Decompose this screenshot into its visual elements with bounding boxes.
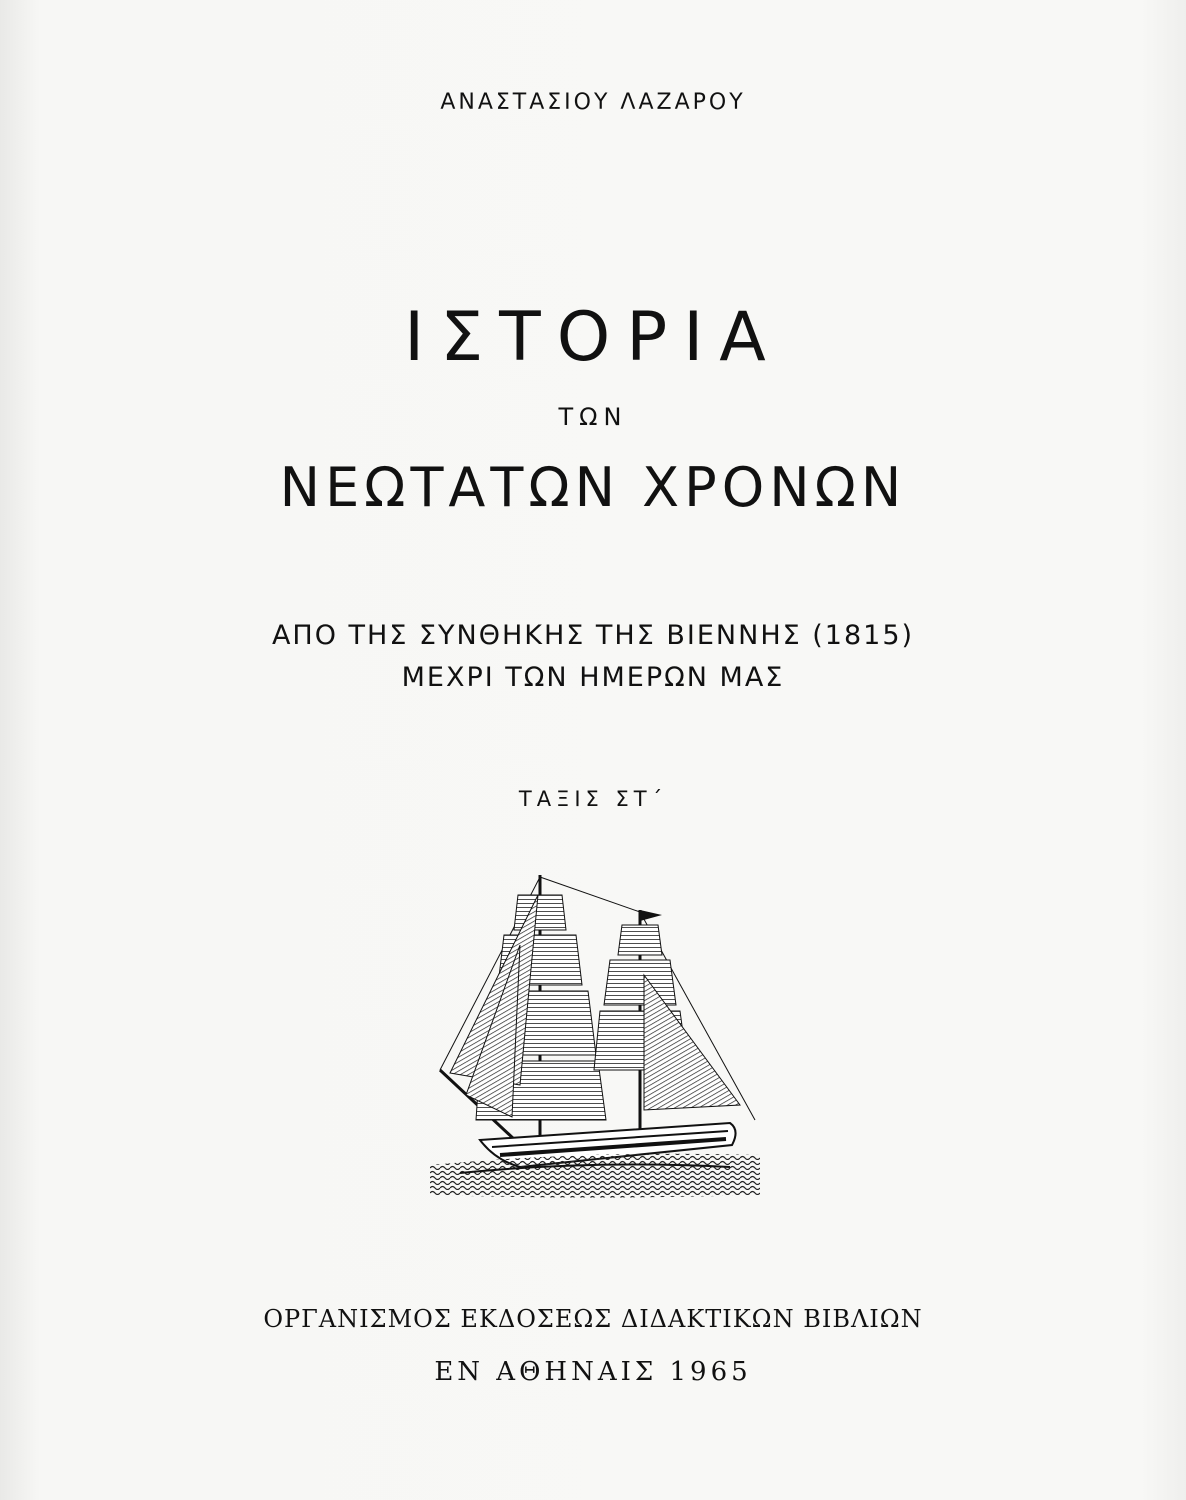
school-grade: ΤΑΞΙΣ ΣΤ΄: [518, 787, 668, 811]
period-end-line: ΜΕΧΡΙ ΤΩΝ ΗΜΕΡΩΝ ΜΑΣ: [401, 662, 785, 693]
title-connector: ΤΩΝ: [558, 403, 628, 431]
publication-place-year: ΕΝ ΑΘΗΝΑΙΣ 1965: [434, 1357, 752, 1387]
book-title: ΙΣΤΟΡΙΑ: [404, 298, 782, 377]
sailing-ship-illustration: [400, 855, 780, 1225]
publisher-name: ΟΡΓΑΝΙΣΜΟΣ ΕΚΔΟΣΕΩΣ ΔΙΔΑΚΤΙΚΩΝ ΒΙΒΛΙΩΝ: [263, 1305, 923, 1333]
book-subtitle: ΝΕΩΤΑΤΩΝ ΧΡΟΝΩΝ: [279, 456, 907, 519]
author-name: ΑΝΑΣΤΑΣΙΟΥ ΛΑΖΑΡΟΥ: [440, 90, 746, 115]
period-start-line: ΑΠΟ ΤΗΣ ΣΥΝΘΗΚΗΣ ΤΗΣ ΒΙΕΝΝΗΣ (1815): [271, 620, 915, 651]
bleed-through-text: [215, 375, 1015, 815]
